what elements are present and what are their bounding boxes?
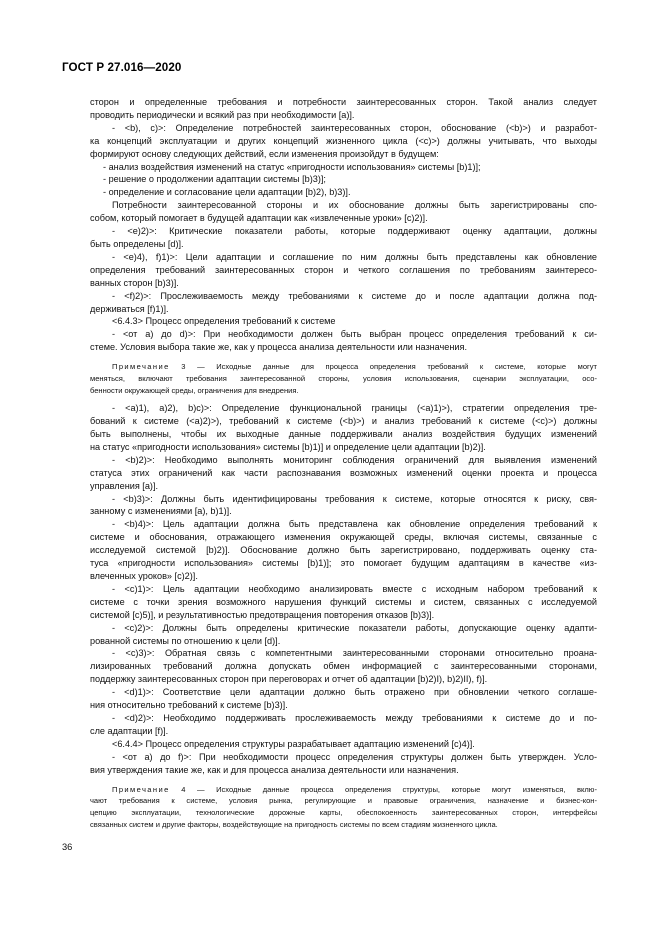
text-line: системе с точки зрения возможного нарушения функций системы и систем, связанных с исследуемой [90, 596, 597, 607]
note-line [90, 784, 597, 796]
page-header: ГОСТ Р 27.016—2020 [62, 61, 182, 74]
note-text: 3 — Исходные данные для процесса определения требований к системе, которые могут [169, 362, 597, 372]
text-line: Потребности заинтересованной стороны и их обоснование должны быть зарегистрированы спо- [112, 200, 597, 211]
note-line: цепцию эксплуатации, технологические дорожные карты, обеспокоенность заинтересованных сторон, интерфейсы [90, 807, 597, 817]
text-line: - <от а) до d)>: При необходимости должен быть выбран процесс определения требований к си- [112, 329, 597, 340]
text-line: лизированных требований должна допускать обмен информацией с заинтересованными сторонами, [90, 661, 597, 672]
text-line: стеме. Условия выбора такие же, как у процесса анализа деятельности или назначения. [90, 342, 467, 353]
text-line: проводить периодически и всякий раз при необходимости [a)]. [90, 109, 355, 120]
text-line: на статус «пригодности использования» системы [b)1)] и определение цели адаптации [b)2)]. [90, 441, 486, 452]
text-line: - <a)1), a)2), b)c)>: Определение функциональной границы (<a)1)>), стратегии определения тре- [112, 403, 597, 414]
note-text: 4 — Исходные данные процесса определения структуры, которые могут изменяться, вклю- [169, 784, 597, 794]
text-line: - <от а) до f)>: При необходимости процесс определения структуры должен быть утвержден. Усло- [112, 751, 597, 762]
note-line [90, 361, 597, 373]
text-line: - <f)2)>: Прослеживаемость между требованиями к системе до и после адаптации должна под- [112, 290, 597, 301]
text-line: собом, который помогает в будущей адаптации как «извлеченные уроки» [c)2)]. [90, 213, 428, 224]
text-line: - <b)4)>: Цель адаптации должна быть представлена как обновление определения требований к [112, 519, 597, 530]
text-line: - <b)2)>: Необходимо выполнять мониторинг соблюдения ограничений для выявления изменений [112, 454, 597, 465]
text-line: рованной системы по отношению к цели [d)]. [90, 635, 281, 646]
note-line: чают требования к системе, условия рынка, регулирующие и правовые ограничения, назначение и бизнес-кон- [90, 796, 597, 806]
text-line: - <b), c)>: Определение потребностей заинтересованных сторон, обоснование (<b)>) и разработ- [112, 122, 597, 133]
text-line: занному с изменениями [a), b)1)]. [90, 506, 232, 517]
body-text [90, 96, 597, 836]
text-line: сторон и определенные требования и потребности заинтересованных сторон. Такой анализ следует [90, 97, 597, 107]
note-label: Примечание [112, 362, 170, 372]
text-line: формируют основу следующих действий, если изменения произойдут в будущем: [90, 148, 439, 159]
text-line: исследуемой системой [b)2)]. Обоснование должно быть зарегистрировано, поддерживать оценку ста- [90, 545, 597, 556]
note-line: бенности окружающей среды, ограничения для внедрения. [90, 385, 299, 395]
bullet-line: - анализ воздействия изменений на статус «пригодности использования» системы [b)1)]; [103, 161, 481, 172]
text-line: ванных сторон [b)3)]. [90, 277, 179, 288]
text-line: <6.4.4> Процесс определения структуры разрабатывает адаптацию изменений [c)4)]. [112, 738, 475, 749]
text-line: управления [a)]. [90, 480, 159, 491]
text-line: <6.4.3> Процесс определения требований к системе [112, 316, 336, 327]
text-line: статуса этих ограничений как части распознавания возможных изменений оценки проекта и процесса [90, 467, 597, 478]
text-line: - <d)2)>: Необходимо поддерживать прослеживаемость между требованиями к системе до и по- [112, 712, 597, 723]
page-number: 36 [62, 842, 73, 852]
note-line: меняться, включают требования заинтересованной стороны, условия использования, сценарии эксплуатации, осо- [90, 373, 597, 383]
text-line: определения требований заинтересованных сторон и четкого соглашения по требованиям заинтересо- [90, 264, 597, 275]
text-line: - <c)2)>: Должны быть определены критические показатели работы, допускающие оценку адапти- [112, 622, 597, 633]
note-label: Примечание [112, 784, 170, 794]
text-line: быть определены [d)]. [90, 238, 184, 249]
bullet-line: - решение о продолжении адаптации системы [b)3)]; [103, 174, 326, 185]
text-line: держиваться [f)1)]. [90, 303, 169, 314]
text-line: бований к системе (<a)2)>), требований к системе (<b)>) и анализ требований к системе (<c)>) должны [90, 416, 597, 427]
text-line: - <e)2)>: Критические показатели работы, которые поддерживают оценку адаптации, должны [112, 226, 597, 237]
text-line: системой [c)5)], и результативностью предотвращения повторения отказов [b)3)]. [90, 609, 435, 620]
text-line: - <c)1)>: Цель адаптации необходимо анализировать вместе с исходным набором требований к [112, 583, 597, 594]
text-line: сле адаптации [f)]. [90, 725, 169, 736]
text-line: туса «пригодности использования» системы [b)1)]; это помогает будущим адаптациям в качестве «из- [90, 558, 597, 569]
text-line: ния относительно требований к системе [b)3)]. [90, 700, 288, 711]
note-line: связанных систем и другие факторы, воздействующие на пригодность системы по всем стадиям жизненного цикла. [90, 819, 498, 829]
text-line: системе и обоснования, отражающего изменения окружающей среды, включая системы, связанные с [90, 532, 597, 543]
text-line: вия утверждения такие же, как и для процесса анализа деятельности или назначения. [90, 764, 459, 775]
text-line: - <d)1)>: Соответствие цели адаптации должно быть отражено при обновлении четкого соглаше- [112, 687, 597, 698]
text-line: быть выполнены, чтобы их выходные данные поддерживали анализ воздействия будущих изменений [90, 429, 597, 440]
text-line: - <b)3)>: Должны быть идентифицированы требования к системе, которые относятся к риску, свя- [112, 493, 597, 504]
text-line: ка концепций эксплуатации и других концепций жизненного цикла (<c)>) должны учитывать, что выходы [90, 135, 597, 146]
text-line: влеченных уроков» [c)2)]. [90, 571, 198, 582]
bullet-line: - определение и согласование цели адаптации [b)2), b)3)]. [103, 187, 351, 198]
text-line: - <c)3)>: Обратная связь с компетентными заинтересованными сторонами относительно проана- [112, 648, 597, 659]
text-line: поддержку заинтересованных сторон при переговорах и отчет об адаптации [b)2)I), b)2)II), f)]. [90, 674, 488, 685]
text-line: - <e)4), f)1)>: Цели адаптации и соглашение по ним должны быть представлены как обновление [112, 251, 597, 262]
